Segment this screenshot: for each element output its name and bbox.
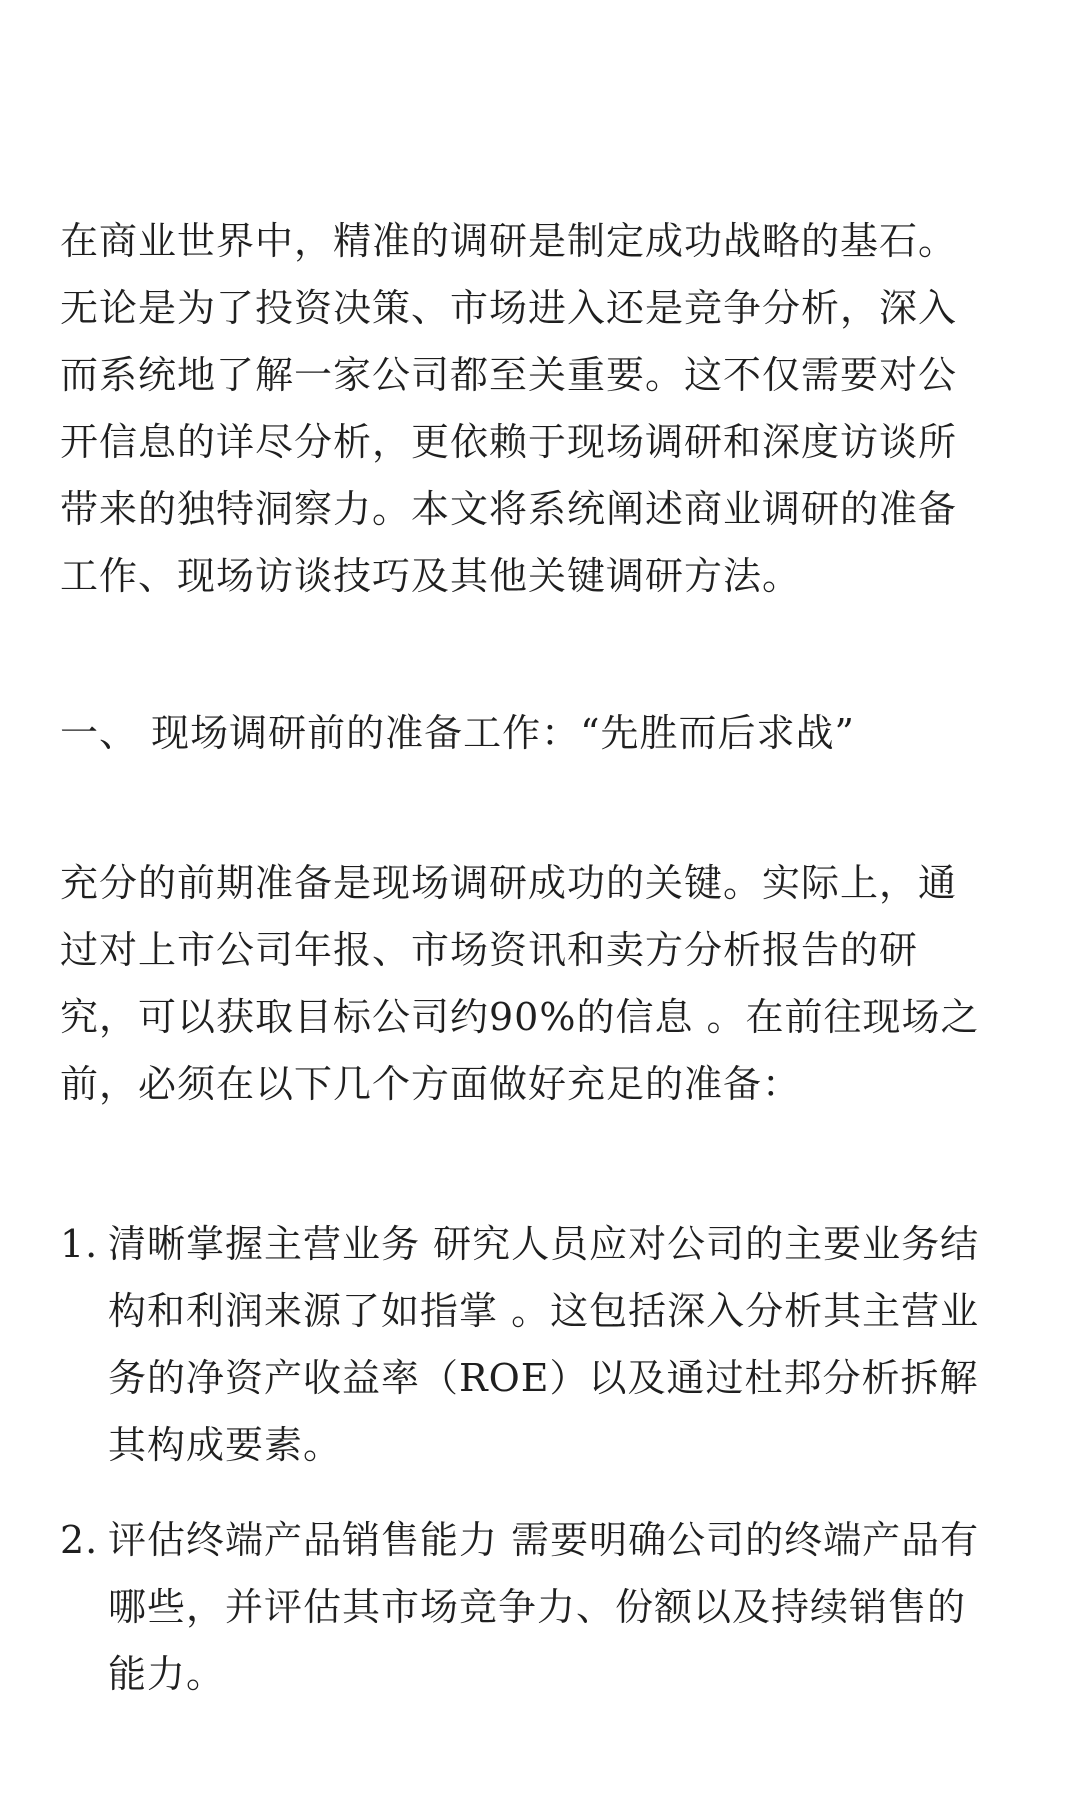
prep-paragraph xyxy=(60,850,1020,1118)
text-line: 哪些，并评估其市场竞争力、份额以及持续销售的 xyxy=(108,1585,967,1629)
text-line: 其构成要素。 xyxy=(108,1423,343,1467)
text-line: 在商业世界中，精准的调研是制定成功战略的基石。 xyxy=(60,219,958,263)
text-line: 带来的独特洞察力。本文将系统阐述商业调研的准备 xyxy=(60,487,958,531)
list-number: 2. xyxy=(60,1518,99,1562)
text-line: 能力。 xyxy=(108,1652,226,1696)
text-line: 务的净资产收益率（ROE）以及通过杜邦分析拆解 xyxy=(108,1356,979,1400)
text-line: 而系统地了解一家公司都至关重要。这不仅需要对公 xyxy=(60,353,958,397)
numbered-list xyxy=(60,1211,1020,1708)
text-line: 充分的前期准备是现场调研成功的关键。实际上，通 xyxy=(60,861,958,905)
text-line: 无论是为了投资决策、市场进入还是竞争分析，深入 xyxy=(60,286,958,330)
text-line: 评估终端产品销售能力 需要明确公司的终端产品有 xyxy=(108,1518,980,1562)
intro-paragraph xyxy=(60,208,1020,610)
section-heading: 一、 现场调研前的准备工作：“先胜而后求战” xyxy=(60,711,855,755)
text-line: 前，必须在以下几个方面做好充足的准备： xyxy=(60,1062,802,1106)
text-line: 清晰掌握主营业务 研究人员应对公司的主要业务结 xyxy=(108,1222,980,1266)
text-line: 开信息的详尽分析，更依赖于现场调研和深度访谈所 xyxy=(60,420,958,464)
list-number: 1. xyxy=(60,1222,99,1266)
list-item xyxy=(60,1507,1020,1708)
text-line: 工作、现场访谈技巧及其他关键调研方法。 xyxy=(60,554,802,598)
text-line: 究，可以获取目标公司约90%的信息 。在前往现场之 xyxy=(60,995,980,1039)
text-line: 过对上市公司年报、市场资讯和卖方分析报告的研 xyxy=(60,928,919,972)
list-item xyxy=(60,1211,1020,1479)
text-line: 构和利润来源了如指掌 。这包括深入分析其主营业 xyxy=(108,1289,980,1333)
